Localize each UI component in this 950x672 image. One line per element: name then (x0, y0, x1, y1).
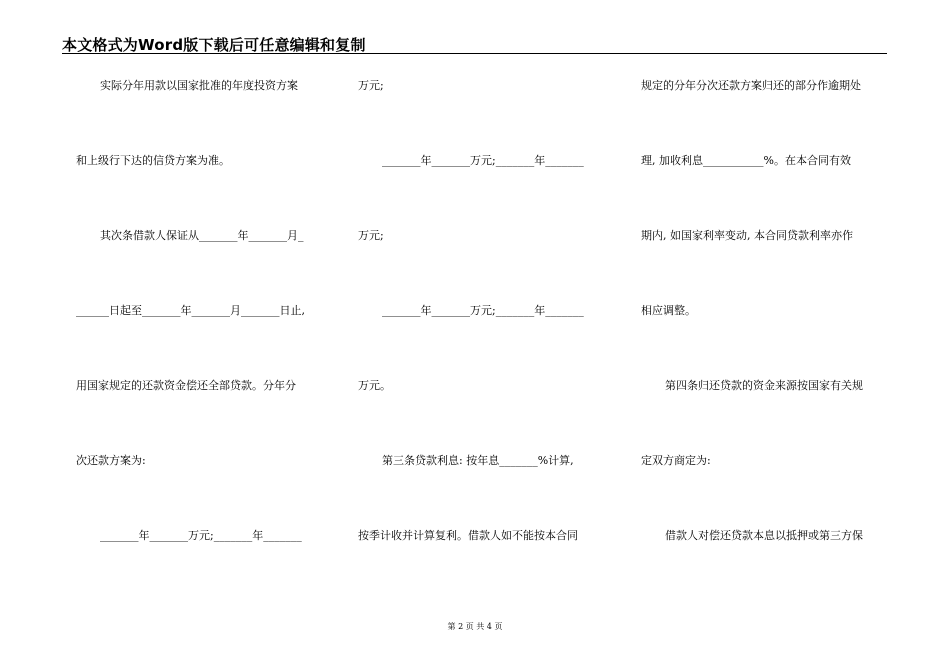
text-line: 其次条借款人保证从_______年_______月_ (100, 229, 304, 242)
text-column-1 (76, 0, 328, 672)
text-line: 万元; (358, 229, 384, 242)
text-line: 万元。 (358, 379, 391, 392)
text-line: 定双方商定为: (641, 454, 711, 467)
text-column-2 (358, 0, 608, 672)
page-number: 第 2 页 共 4 页 (447, 622, 503, 631)
text-line: 和上级行下达的信贷方案为准。 (76, 154, 230, 167)
text-line: 借款人对偿还贷款本息以抵押或第三方保 (665, 529, 863, 542)
text-line: _______年_______万元;_______年_______ (382, 304, 584, 317)
text-line: 用国家规定的还款资金偿还全部贷款。分年分 (76, 379, 296, 392)
document-header: 本文格式为Word版下载后可任意编辑和复制 (62, 36, 366, 54)
text-line: 相应调整。 (641, 304, 696, 317)
text-line: 按季计收并计算复利。借款人如不能按本合同 (358, 529, 578, 542)
text-line: _______年_______万元;_______年_______ (100, 529, 302, 542)
text-line: 第三条贷款利息: 按年息_______%计算, (382, 454, 574, 467)
text-line: _______年_______万元;_______年_______ (382, 154, 584, 167)
text-line: 第四条归还贷款的资金来源按国家有关规 (665, 379, 863, 392)
text-column-3 (641, 0, 883, 672)
text-line: 实际分年用款以国家批准的年度投资方案 (100, 79, 298, 92)
text-line: 期内, 如国家利率变动, 本合同贷款利率亦作 (641, 229, 853, 242)
text-line: 次还款方案为: (76, 454, 146, 467)
text-line: ______日起至_______年_______月_______日止, (76, 304, 305, 317)
text-line: 理, 加收利息___________%。在本合同有效 (641, 154, 851, 167)
text-line: 万元; (358, 79, 384, 92)
text-line: 规定的分年分次还款方案归还的部分作逾期处 (641, 79, 861, 92)
